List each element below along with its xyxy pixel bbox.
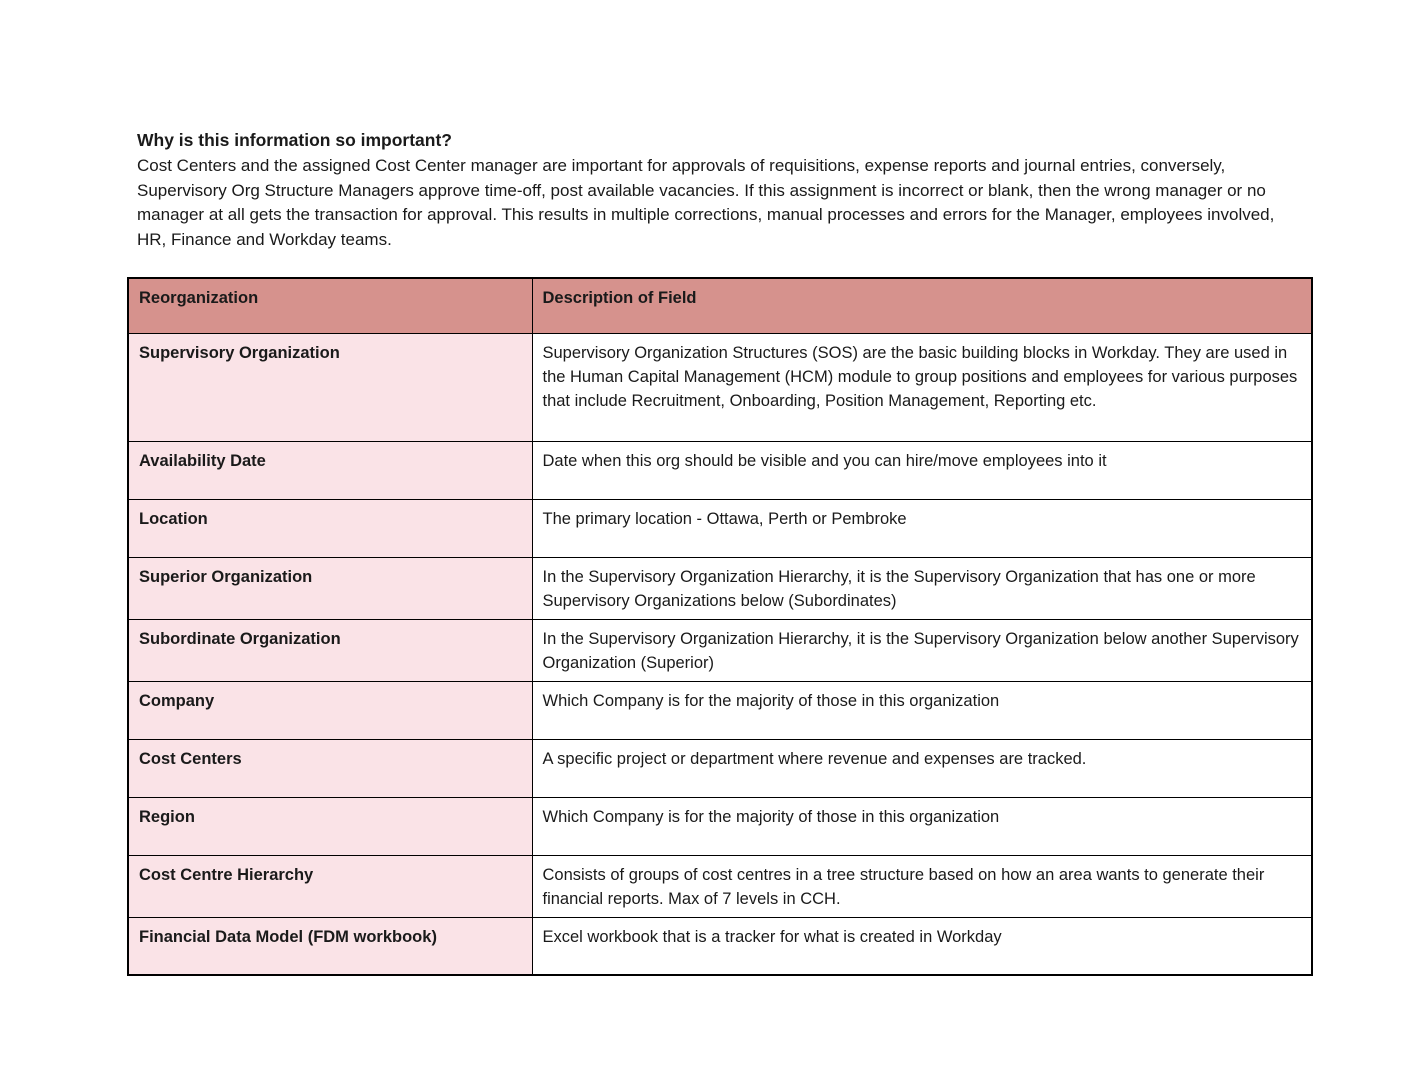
field-name-cell: Financial Data Model (FDM workbook) [128,917,532,975]
column-header-reorganization: Reorganization [128,278,532,333]
field-name-cell: Availability Date [128,441,532,499]
table-row [128,333,1312,441]
table-row [128,499,1312,557]
field-description-cell: In the Supervisory Organization Hierarchy, it is the Supervisory Organization below another Supervisory Organization (Superior) [532,619,1312,681]
field-description-cell: Supervisory Organization Structures (SOS) are the basic building blocks in Workday. They are used in the Human Capital Management (HCM) module to group positions and employees for various purposes that include Recruitment, Onboarding, Position Management, Reporting etc. [532,333,1312,441]
field-description-cell: Date when this org should be visible and you can hire/move employees into it [532,441,1312,499]
field-description-cell: Which Company is for the majority of those in this organization [532,797,1312,855]
field-name-cell: Region [128,797,532,855]
field-name-cell: Subordinate Organization [128,619,532,681]
section-heading: Why is this information so important? [137,130,452,150]
field-description-cell: Excel workbook that is a tracker for what is created in Workday [532,917,1312,975]
field-name-cell: Company [128,681,532,739]
table-row [128,441,1312,499]
table-row [128,739,1312,797]
table-row [128,619,1312,681]
field-name-cell: Superior Organization [128,557,532,619]
field-description-cell: The primary location - Ottawa, Perth or Pembroke [532,499,1312,557]
intro-paragraph: Cost Centers and the assigned Cost Center manager are important for approvals of requisitions, expense reports and journal entries, conversely, Supervisory Org Structure Managers approve time-off, post available vacancies. If this assignment is incorrect or blank, then the wrong manager or no manager at all gets the transaction for approval. This results in multiple corrections, manual processes and errors for the Manager, employees involved, HR, Finance and Workday teams. [137,156,1275,249]
field-description-cell: Which Company is for the majority of those in this organization [532,681,1312,739]
table-row [128,855,1312,917]
reorganization-table [127,277,1313,976]
field-name-cell: Supervisory Organization [128,333,532,441]
intro-section [137,128,1287,252]
table-row [128,917,1312,975]
field-description-cell: A specific project or department where revenue and expenses are tracked. [532,739,1312,797]
field-name-cell: Cost Centre Hierarchy [128,855,532,917]
column-header-description-of-field: Description of Field [532,278,1312,333]
field-name-cell: Location [128,499,532,557]
table-header-row [128,278,1312,333]
field-name-cell: Cost Centers [128,739,532,797]
field-description-cell: Consists of groups of cost centres in a tree structure based on how an area wants to generate their financial reports. Max of 7 levels in CCH. [532,855,1312,917]
table-row [128,797,1312,855]
field-description-cell: In the Supervisory Organization Hierarchy, it is the Supervisory Organization that has one or more Supervisory Organizations below (Subordinates) [532,557,1312,619]
table-row [128,681,1312,739]
table-row [128,557,1312,619]
